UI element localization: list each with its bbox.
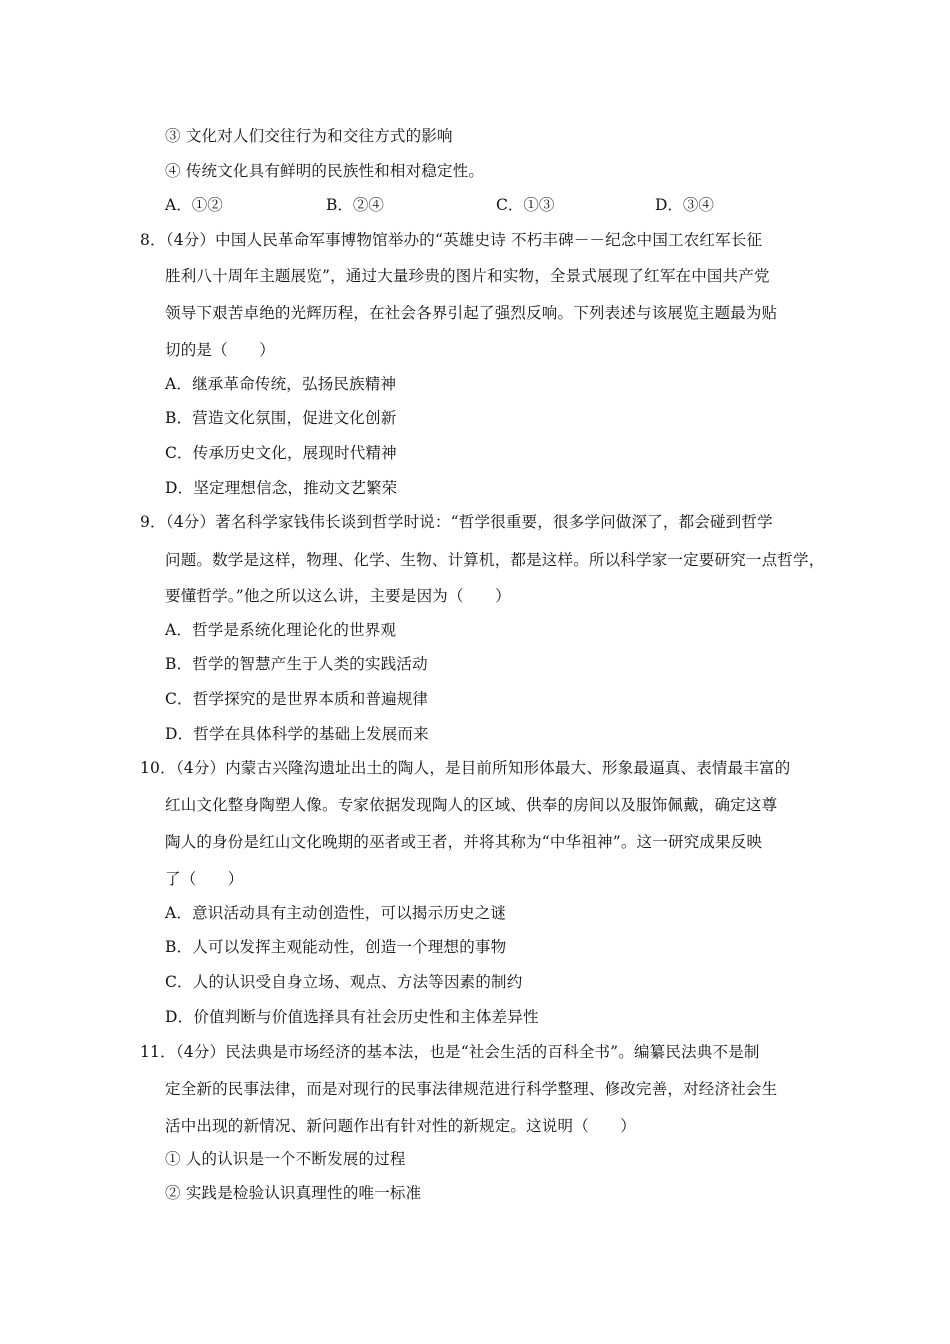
q9-option-c[interactable]: C．哲学探究的是世界本质和普遍规律 [165, 690, 429, 708]
q8-stem-line-3: 领导下艰苦卓绝的光辉历程，在社会各界引起了强烈反响。下列表述与该展览主题最为贴 [165, 304, 778, 322]
option-d[interactable]: D．③④ [655, 196, 714, 214]
q10-stem-line-2: 红山文化整身陶塑人像。专家依据发现陶人的区域、供奉的房间以及服饰佩戴，确定这尊 [165, 796, 778, 814]
q9-stem-line-1: 9．（4分）著名科学家钱伟长谈到哲学时说：“哲学很重要，很多学问做深了，都会碰到哲学 [140, 513, 773, 531]
q9-stem-line-2: 问题。数学是这样，物理、化学、生物、计算机，都是这样。所以科学家一定要研究一点哲学， [165, 551, 825, 569]
q11-statement-1: ① 人的认识是一个不断发展的过程 [165, 1150, 406, 1168]
q8-option-d[interactable]: D．坚定理想信念，推动文艺繁荣 [165, 479, 398, 497]
statement-4: ④ 传统文化具有鲜明的民族性和相对稳定性。 [165, 162, 485, 180]
q11-statement-2: ② 实践是检验认识真理性的唯一标准 [165, 1184, 422, 1202]
option-c[interactable]: C．①③ [496, 196, 555, 214]
q9-option-b[interactable]: B．哲学的智慧产生于人类的实践活动 [165, 655, 428, 673]
q8-stem-line-1: 8．（4分）中国人民革命军事博物馆举办的“英雄史诗 不朽丰碑－－纪念中国工农红军长征 [140, 231, 763, 249]
q10-stem-line-4: 了（ ） [165, 870, 244, 888]
q11-stem-line-2: 定全新的民事法律，而是对现行的民事法律规范进行科学整理、修改完善，对经济社会生 [165, 1080, 778, 1098]
q9-stem-line-3: 要懂哲学。”他之所以这么讲，主要是因为（ ） [165, 587, 511, 605]
q9-option-d[interactable]: D．哲学在具体科学的基础上发展而来 [165, 725, 429, 743]
q10-stem-line-3: 陶人的身份是红山文化晚期的巫者或王者，并将其称为“中华祖神”。这一研究成果反映 [165, 833, 763, 851]
q8-option-c[interactable]: C．传承历史文化，展现时代精神 [165, 444, 397, 462]
statement-3: ③ 文化对人们交往行为和交往方式的影响 [165, 127, 453, 145]
q11-stem-line-3: 活中出现的新情况、新问题作出有针对性的新规定。这说明（ ） [165, 1117, 637, 1135]
option-a[interactable]: A．①② [165, 196, 223, 214]
q9-option-a[interactable]: A．哲学是系统化理论化的世界观 [165, 621, 397, 639]
q11-stem-line-1: 11．（4分）民法典是市场经济的基本法，也是“社会生活的百科全书”。编纂民法典不是制 [140, 1043, 760, 1061]
q10-option-a[interactable]: A．意识活动具有主动创造性，可以揭示历史之谜 [165, 904, 507, 922]
q8-option-b[interactable]: B．营造文化氛围，促进文化创新 [165, 409, 397, 427]
q8-stem-line-2: 胜利八十周年主题展览”，通过大量珍贵的图片和实物，全景式展现了红军在中国共产党 [165, 267, 770, 285]
q10-option-c[interactable]: C．人的认识受自身立场、观点、方法等因素的制约 [165, 973, 523, 991]
q10-option-d[interactable]: D．价值判断与价值选择具有社会历史性和主体差异性 [165, 1008, 539, 1026]
q8-stem-line-4: 切的是（ ） [165, 341, 275, 359]
q10-option-b[interactable]: B．人可以发挥主观能动性，创造一个理想的事物 [165, 938, 507, 956]
q10-stem-line-1: 10．（4分）内蒙古兴隆沟遗址出土的陶人，是目前所知形体最大、形象最逼真、表情最丰富的 [140, 759, 791, 777]
option-b[interactable]: B．②④ [326, 196, 384, 214]
q8-option-a[interactable]: A．继承革命传统，弘扬民族精神 [165, 375, 397, 393]
